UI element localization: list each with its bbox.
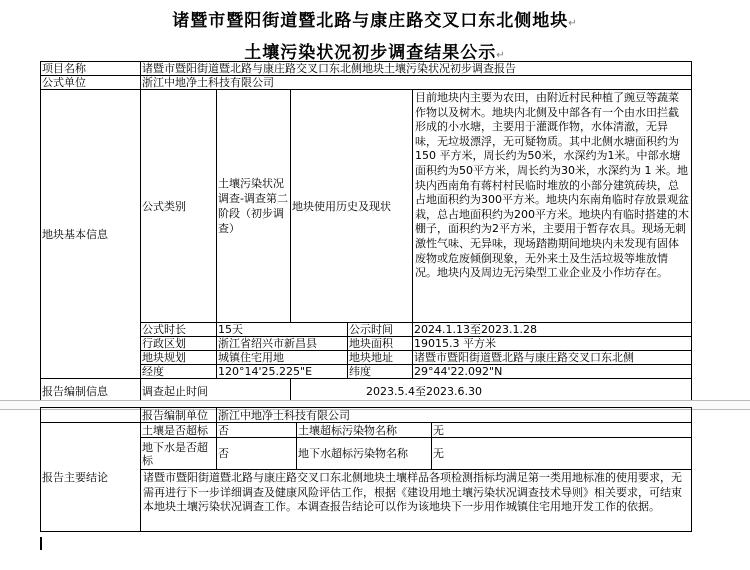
district-value: 浙江省绍兴市新昌县 [217, 337, 348, 351]
project-name-value: 诸暨市暨阳街道暨北路与康庄路交叉口东北侧地块土壤污染状况初步调查报告 [141, 62, 692, 76]
period-label: 公示时间 [348, 323, 413, 337]
compiler-label: 报告编制单位 [141, 408, 217, 423]
water-pollutant-value: 无 [432, 438, 692, 470]
duration-label: 公式时长 [141, 323, 217, 337]
longitude-value: 120°14'25.225"E [217, 365, 348, 379]
latitude-value: 29°44'22.092"N [413, 365, 692, 379]
soil-exceed-label: 土壤是否超标 [141, 423, 217, 438]
table-row [41, 76, 692, 90]
text-cursor [40, 537, 42, 550]
unit-value: 浙江中地净土科技有限公司 [141, 76, 692, 90]
address-value: 诸暨市暨阳街道暨北路与康庄路交叉口东北侧 [413, 351, 692, 365]
table-row [41, 62, 692, 76]
plan-label: 地块规划 [141, 351, 217, 365]
project-name-label: 项目名称 [41, 62, 141, 76]
report-info-left-blank [41, 408, 141, 423]
table-row [41, 90, 692, 323]
area-value: 19015.3 平方米 [413, 337, 692, 351]
document-title-line2: 土壤污染状况初步调查结果公示↵ [244, 43, 506, 63]
history-label: 地块使用历史及现状 [291, 90, 413, 323]
type-value: 土壤污染状况调查-调查第二阶段（初步调查） [217, 90, 291, 323]
basic-info-label: 地块基本信息 [41, 90, 141, 379]
report-info-label: 报告编制信息 [41, 379, 141, 405]
plan-value: 城镇住宅用地 [217, 351, 348, 365]
longitude-label: 经度 [141, 365, 217, 379]
area-label: 地块面积 [348, 337, 413, 351]
table-row [41, 423, 692, 438]
unit-label: 公式单位 [41, 76, 141, 90]
water-exceed-label: 地下水是否超标 [141, 438, 217, 470]
document-title-line1: 诸暨市暨阳街道暨北路与康庄路交叉口东北侧地块↵ [172, 11, 578, 31]
soil-pollutant-value: 无 [432, 423, 692, 438]
district-label: 行政区划 [141, 337, 217, 351]
soil-pollutant-label: 土壤超标污染物名称 [297, 423, 432, 438]
report-info-table [40, 407, 692, 532]
survey-time-label: 调查起止时间 [141, 379, 291, 405]
type-label: 公式类别 [141, 90, 217, 323]
latitude-label: 纬度 [348, 365, 413, 379]
conclusion-text: 诸暨市暨阳街道暨北路与康庄路交叉口东北侧地块土壤样品各项检测指标均满足第一类用地标准的使用要求，无需再进行下一步详细调查及健康风险评估工作，根据《建设用地土壤污染状况调查技术导则》相关要求，可结束本地块土壤污染状况调查工作。本调查报告结论可以作为该地块下一步用作城镇住宅用地开发工作的依据。 [141, 470, 692, 532]
period-value: 2024.1.13至2023.1.28 [413, 323, 692, 337]
water-exceed-value: 否 [217, 438, 297, 470]
survey-time-value: 2023.5.4至2023.6.30 [291, 379, 692, 405]
basic-info-table [40, 61, 692, 405]
water-pollutant-label: 地下水超标污染物名称 [297, 438, 432, 470]
history-text: 目前地块内主要为农田，由附近村民种植了豌豆等蔬菜作物以及树木。地块内北侧及中部各有一个由水田拦截形成的小水塘，主要用于灌溉作物，水体清澈，无异味，无垃圾漂浮，无可疑物质。其中北侧水塘面积约为 150 平方米，周长约为50米，水深约为1米。中部水塘面积约为50平方米，周长约为30米，水深约为 1 米。地块内西南角有蒋村村民临时堆放的小部分建筑砖块，总占地面积约为300平方米。地块内东南角临时存放景观盆栽，总占地面积约为200平方米。地块内有临时搭建的木棚子，面积约为2平方米，主要用于暂存农具。现场无刺激性气味、无异味，现场踏勘期间地块内未发现有固体废物或危废倾倒现象，无外来土及生活垃圾等堆放情况。地块内及周边无污染型工业企业及小作坊存在。 [413, 90, 692, 323]
soil-exceed-value: 否 [217, 423, 297, 438]
compiler-value: 浙江中地净土科技有限公司 [217, 408, 692, 423]
address-label: 地块地址 [348, 351, 413, 365]
duration-value: 15天 [217, 323, 348, 337]
table-row [41, 408, 692, 423]
conclusion-label: 报告主要结论 [41, 423, 141, 532]
